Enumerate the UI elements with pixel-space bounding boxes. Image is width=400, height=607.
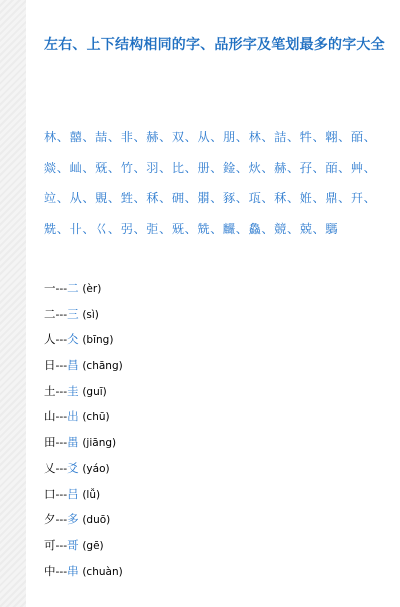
pair-separator: --- (55, 460, 68, 475)
pair-pinyin: (chāng) (82, 360, 123, 373)
pair-pinyin: (yáo) (82, 462, 110, 475)
pair-separator: --- (55, 563, 68, 578)
page-title: 左右、上下结构相同的字、品形字及笔划最多的字大全 (44, 37, 385, 53)
pair-pinyin: (chū) (82, 411, 110, 424)
pair-doubled-char: 串 (67, 563, 79, 578)
pair-doubled-char: 仌 (67, 332, 79, 347)
pair-base-char: 田 (44, 435, 56, 450)
pair-base-char: 中 (44, 563, 56, 578)
pair-separator: --- (55, 306, 68, 321)
pair-base-char: 口 (44, 486, 56, 501)
pair-doubled-char: 吕 (67, 486, 79, 501)
pair-separator: --- (55, 435, 68, 450)
pair-doubled-char: 畕 (67, 435, 79, 450)
pair-doubled-char: 爻 (67, 460, 79, 475)
pair-row (44, 458, 123, 484)
pair-separator: --- (55, 537, 68, 552)
pair-base-char: 可 (44, 537, 56, 552)
pair-doubled-char: 昌 (67, 358, 79, 373)
pair-doubled-char: 多 (67, 512, 79, 527)
pair-row (44, 561, 123, 587)
pair-pinyin: (sì) (82, 308, 99, 321)
pair-separator: --- (55, 358, 68, 373)
pair-base-char: 土 (44, 383, 56, 398)
pair-doubled-char: 三 (67, 306, 79, 321)
character-list: 林、囍、喆、非、赫、双、从、朋、林、詰、牪、翺、皕、燚、屾、兓、竹、羽、比、册、鍂、炏、赫、孖、皕、艸、竝、从、覞、甡、秝、砽、朤、豩、瓨、秝、姙、鼎、幵、兟、卝、巜、弜、弡、兓、兟、麣、鱻、競、兢、騳 (44, 130, 377, 236)
pair-row (44, 406, 123, 432)
pair-row (44, 432, 123, 458)
pair-pinyin: (chuàn) (82, 565, 123, 578)
pair-row (44, 355, 123, 381)
pair-pinyin: (jiāng) (82, 437, 117, 450)
left-margin-texture (0, 0, 26, 607)
pair-row (44, 329, 123, 355)
pair-pinyin: (duō) (82, 514, 111, 527)
pair-base-char: 一 (44, 281, 56, 295)
pair-pinyin: (bīng) (82, 334, 114, 347)
pair-pinyin: (gē) (82, 539, 104, 552)
pair-row (44, 509, 123, 535)
pair-base-char: 人 (44, 332, 56, 347)
pair-separator: --- (55, 281, 68, 295)
pair-base-char: 乂 (44, 460, 56, 475)
pair-doubled-char: 二 (67, 281, 79, 295)
pair-doubled-char: 哥 (67, 537, 79, 552)
pair-separator: --- (55, 486, 68, 501)
pair-separator: --- (55, 332, 68, 347)
pair-row (44, 484, 123, 510)
pair-row (44, 278, 123, 304)
pair-row (44, 304, 123, 330)
pair-row (44, 381, 123, 407)
pair-pinyin: (lǚ) (82, 488, 101, 501)
pair-doubled-char: 出 (67, 409, 79, 424)
pair-base-char: 山 (44, 409, 56, 424)
pair-row (44, 535, 123, 561)
pair-doubled-char: 圭 (67, 383, 79, 398)
pair-pinyin: (guī) (82, 385, 107, 398)
pair-base-char: 日 (44, 358, 56, 373)
pair-list (44, 278, 123, 586)
pair-pinyin: (èr) (82, 283, 102, 295)
pair-separator: --- (55, 383, 68, 398)
pair-base-char: 夕 (44, 512, 56, 527)
pair-separator: --- (55, 512, 68, 527)
pair-separator: --- (55, 409, 68, 424)
pair-base-char: 二 (44, 306, 56, 321)
